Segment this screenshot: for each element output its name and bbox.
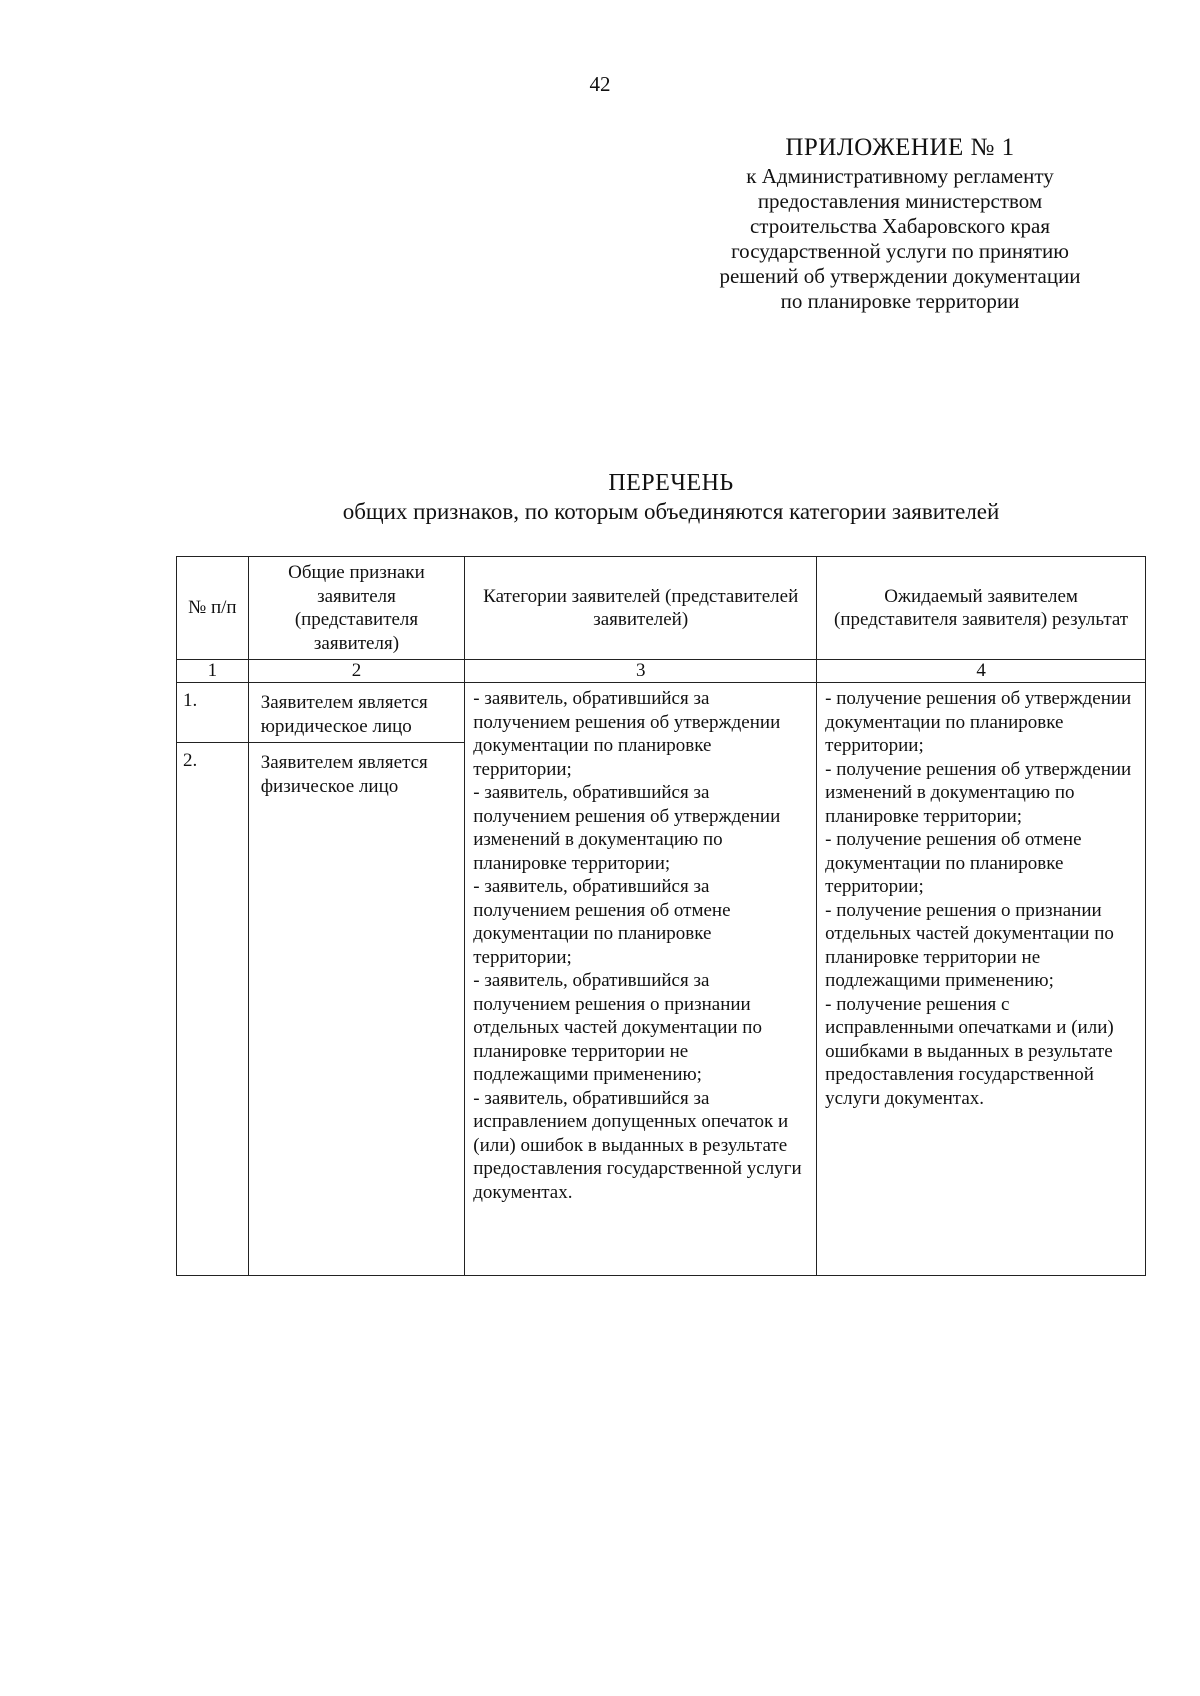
appendix-line: государственной услуги по принятию [731,239,1069,263]
results-cell [817,683,1146,1276]
result-item: - получение решения о признании отдельных частей документации по планировке территории не подлежащими применению; [825,899,1114,991]
column-number: 3 [465,660,817,683]
category-item: - заявитель, обратившийся за получением решения об утверждении документации по планировке территории; [473,688,781,780]
row-number: 2. [177,743,249,1276]
applicant-categories-table [176,556,1146,1276]
header-result: Ожидаемый заявителем (представителя заявителя) результат [817,557,1146,660]
row-number: 1. [177,683,249,743]
category-item: - заявитель, обратившийся за получением решения о признании отдельных частей документации по планировке территории не подлежащими применению; [473,970,762,1085]
result-item: - получение решения об отмене документации по планировке территории; [825,829,1082,897]
appendix-line: строительства Хабаровского края [749,214,1051,238]
header-number: № п/п [177,557,249,660]
categories-cell [465,683,817,1276]
appendix-line: к Административному регламенту [746,164,1054,188]
column-number: 4 [817,660,1146,683]
list-subtitle: общих признаков, по которым объединяются категории заявителей [342,499,1000,524]
appendix-line: решений об утверждении документации [719,264,1081,288]
appendix-header [640,132,1160,314]
table-header-row [177,557,1146,660]
header-categories: Категории заявителей (представителей заявителей) [465,557,817,660]
column-number: 2 [248,660,465,683]
result-item: - получение решения об утверждении изменений в документацию по планировке территории; [825,758,1132,827]
page-number: 42 [589,72,611,96]
category-item: - заявитель, обратившийся за получением решения об отмене документации по планировке территории; [473,876,731,968]
column-number-row [177,660,1146,683]
category-item: - заявитель, обратившийся за исправлением допущенных опечаток и (или) ошибок в выданных в результате предоставления государственной услуги документах. [473,1087,802,1203]
appendix-line: предоставления министерством [757,189,1043,213]
result-item: - получение решения об утверждении документации по планировке территории; [825,688,1132,756]
applicant-feature: Заявителем является юридическое лицо [248,683,465,743]
category-item: - заявитель, обратившийся за получением решения об утверждении изменений в документацию по планировке территории; [473,782,781,874]
column-number: 1 [177,660,249,683]
result-item: - получение решения с исправленными опечатками и (или) ошибками в выданных в результате предоставления государственной услуги документах. [825,993,1114,1109]
appendix-line: по планировке территории [780,289,1020,313]
table-row [177,683,1146,743]
applicant-feature: Заявителем является физическое лицо [248,743,465,1276]
list-title: ПЕРЕЧЕНЬ [608,470,734,496]
header-features: Общие признаки заявителя (представителя заявителя) [248,557,465,660]
appendix-heading: ПРИЛОЖЕНИЕ № 1 [785,134,1015,161]
